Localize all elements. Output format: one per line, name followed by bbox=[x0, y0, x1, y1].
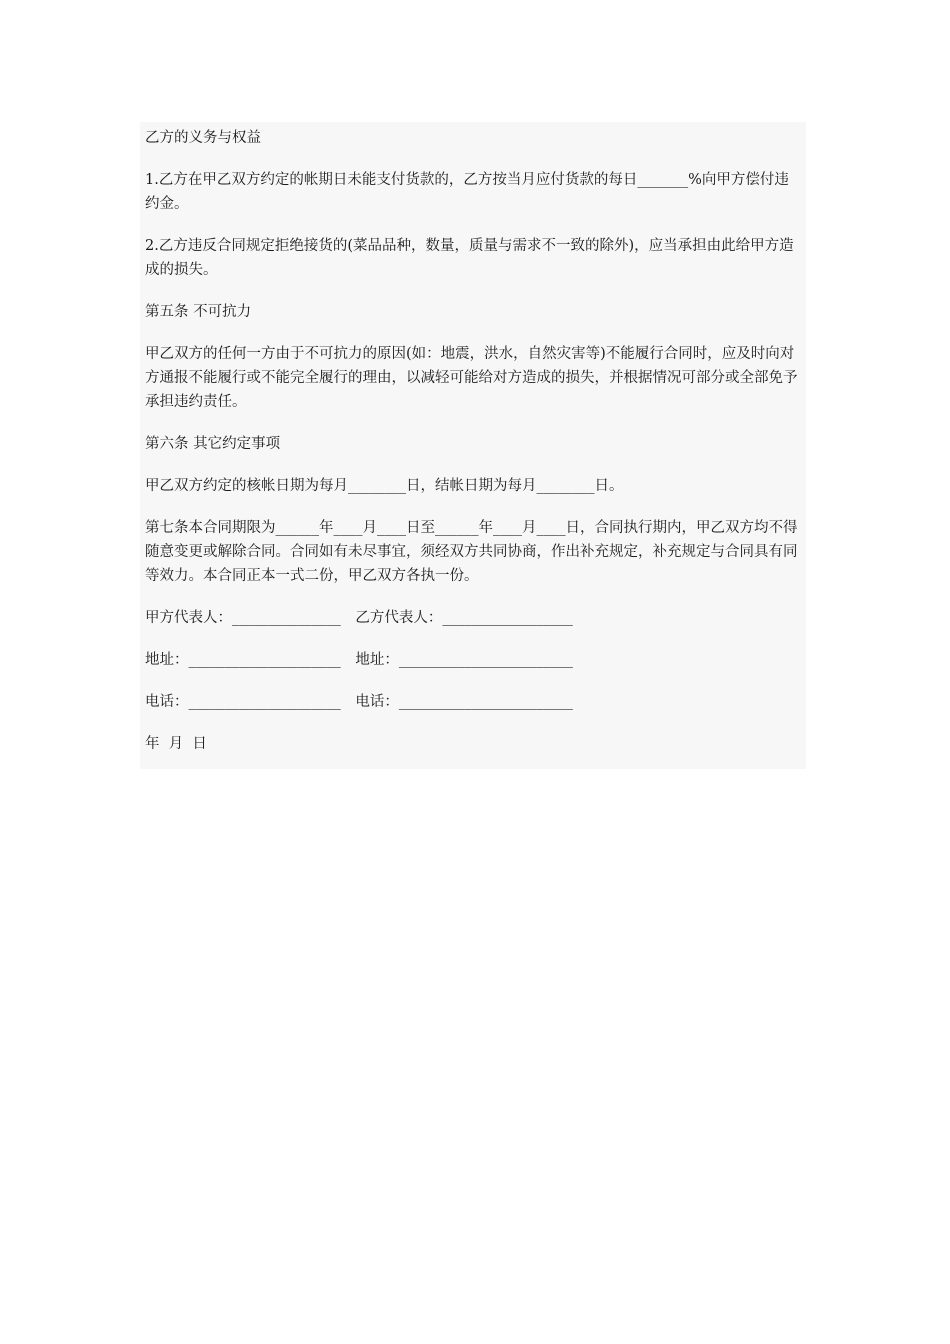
article-5-body: 甲乙双方的任何一方由于不可抗力的原因(如：地震，洪水，自然灾害等)不能履行合同时，应及时向对方通报不能履行或不能完全履行的理由，以减轻可能给对方造成的损失，并根据情况可部分或全部免予承担违约责任。 bbox=[145, 346, 798, 410]
party-b-clause-2: 2.乙方违反合同规定拒绝接货的(菜品品种，数量，质量与需求不一致的除外)，应当承担由此给甲方造成的损失。 bbox=[145, 238, 794, 278]
address-row bbox=[145, 648, 800, 672]
party-b-address-line: 地址：________________________ bbox=[355, 652, 573, 668]
section-party-b-title: 乙方的义务与权益 bbox=[145, 130, 261, 146]
party-b-representative-line: 乙方代表人：__________________ bbox=[355, 610, 573, 626]
party-a-address-line: 地址：_____________________ bbox=[145, 652, 341, 668]
contract-text-block bbox=[140, 122, 806, 769]
phone-row bbox=[145, 690, 800, 714]
article-5-heading: 第五条 不可抗力 bbox=[145, 304, 252, 320]
article-6-heading: 第六条 其它约定事项 bbox=[145, 436, 281, 452]
party-a-representative-line: 甲方代表人：_______________ bbox=[145, 610, 341, 626]
party-b-clause-1: 1.乙方在甲乙双方约定的帐期日未能支付货款的，乙方按当月应付货款的每日_______%向甲方偿付违约金。 bbox=[145, 172, 789, 212]
party-b-phone-line: 电话：________________________ bbox=[355, 694, 573, 710]
article-7-body: 第七条本合同期限为______年____月____日至______年____月____日，合同执行期内，甲乙双方均不得随意变更或解除合同。合同如有未尽事宜，须经双方共同协商，作出补充规定，补充规定与合同具有同等效力。本合同正本一式二份，甲乙双方各执一份。 bbox=[145, 520, 798, 584]
article-6-body: 甲乙双方约定的核帐日期为每月________日，结帐日期为每月________日。 bbox=[145, 478, 624, 494]
representative-row bbox=[145, 606, 800, 630]
date-line: 年 月 日 bbox=[145, 736, 207, 752]
party-a-phone-line: 电话：_____________________ bbox=[145, 694, 341, 710]
